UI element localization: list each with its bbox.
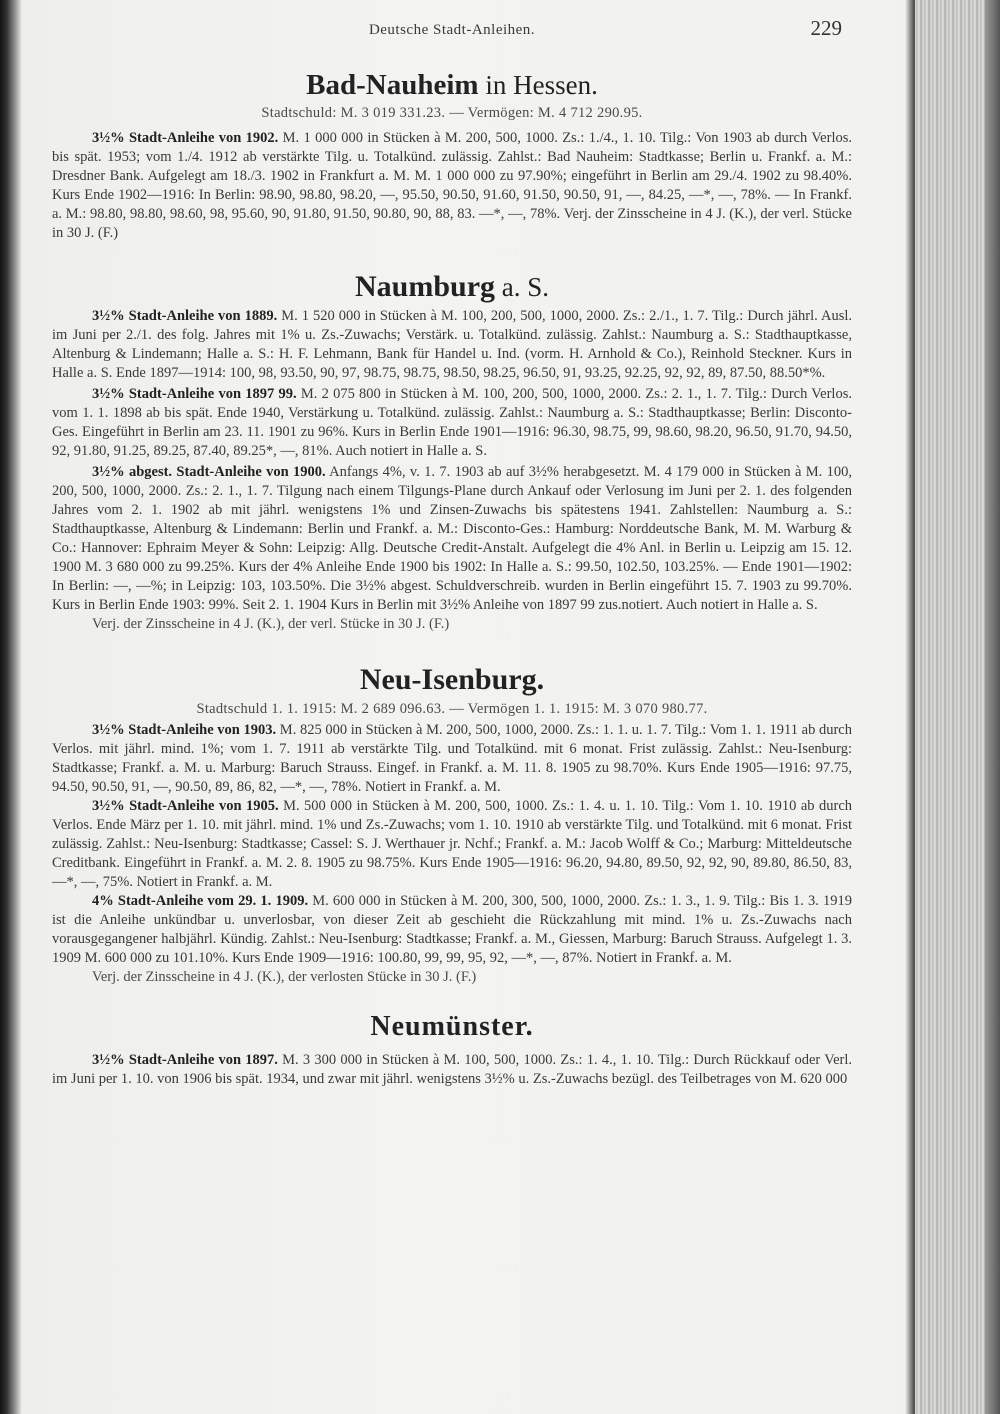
loan-entry bbox=[52, 797, 852, 892]
debt-summary: Stadtschuld 1. 1. 1915: M. 2 689 096.63. — Vermögen 1. 1. 1915: M. 3 070 980.77. bbox=[196, 701, 708, 717]
loan-entry bbox=[52, 385, 852, 461]
loan-entry bbox=[52, 463, 852, 615]
section-neumuenster bbox=[52, 1009, 852, 1089]
loan-entry bbox=[52, 307, 852, 383]
loan-text: M. 500 000 in Stücken à M. 200, 500, 1000. Zs.: 1. 4. u. 1. 10. Tilg.: Vom 1. 10. 1910 ab durch Verlos. Ende März per 1. 10. mit jährl. mind. 1% und Zs.-Zuwachs; vom 1. 10. 1910 ab verstärkte Tilg. und Totalkünd. mit 6 monat. Frist zulässig. Zahlst.: Neu-Isenburg: Stadtkasse; Cassel: S. J. Werthauer jr. Nchf.; Frankf. a. M.: Jacob Wolff & Co.; Marburg: Mitteldeutsche Creditbank. Eingeführt in Frankf. a. M. 2. 8. 1905 zu 98.75%. Kurs Ende 1905—1916: 96.20, 94.80, 89.50, 92, 92, 90, 89.80, 86.50, 83, —*, —, 75%. Notiert in Frankf. a. M. bbox=[52, 798, 852, 890]
section-title-main: Naumburg bbox=[354, 270, 496, 303]
prescription-note: Verj. der Zinsscheine in 4 J. (K.), der verl. Stücke in 30 J. (F.) bbox=[92, 616, 450, 632]
loan-heading: 3½% Stadt-Anleihe von 1903. bbox=[92, 722, 277, 738]
loan-text: M. 600 000 in Stücken à M. 200, 300, 500, 1000, 2000. Zs.: 1. 3., 1. 9. Tilg.: Bis 1. 3. 1919 ist die Anleihe unkündbar u. unverlosbar, von dieser Zeit ab geschieht die Rückzahlung mit mind. 1% u. Zs.-Zuwachs nach vorausgegangener halbjährl. Kündig. Zahlst.: Neu-Isenburg: Stadtkasse; Frankf. a. M., Giessen, Marburg: Baruch Strauss. Aufgelegt 1. 3. 1909 M. 600 000 zu 101.10%. Kurs Ende 1909—1916: 100.80, 99, 99, 95, 92, —*, —, 87%. Notiert in Frankf. a. M. bbox=[52, 893, 852, 966]
loan-heading: 3½% Stadt-Anleihe von 1889. bbox=[92, 308, 278, 324]
running-header bbox=[52, 14, 852, 50]
page-content bbox=[52, 14, 852, 1089]
section-title-main: Neu-Isenburg. bbox=[359, 663, 545, 696]
loan-text: Anfangs 4%, v. 1. 7. 1903 ab auf 3½% herabgesetzt. M. 4 179 000 in Stücken à M. 100, 200, 500, 1000, 2000. Zs.: 2. 1., 1. 7. Tilgung nach einem Tilgungs-Plane durch Ankauf oder Verlosung im Juni per 2. 1. des folgenden Jahres vom 2. 1. 1902 ab mit jährl. wenigstens 1% und Zinsen-Zuwachs bis spätestens 1941. Zahlstellen: Naumburg a. S.: Stadthauptkasse, Altenburg & Lindemann: Berlin und Frankf. a. M.: Disconto-Ges.: Hamburg: Norddeutsche Bank, M. M. Warburg & Co.: Hannover: Ephraim Meyer & Sohn: Leipzig: Allg. Deutsche Credit-Anstalt. Aufgelegt die 4% Anl. in Berlin u. Leipzig am 15. 12. 1900 M. 3 680 000 zu 99.25%. Kurs der 4% Anleihe Ende 1900 bis 1902: In Halle a. S.: 99.50, 102.50, 103.25%. — Ende 1901—1902: In Berlin: —, —%; in Leipzig: 103, 103.50%. Die 3½% abgest. Schuldverschreib. wurden in Berlin eingeführt 15. 7. 1903 zu 99.70%. Kurs in Berlin Ende 1903: 99%. Seit 2. 1. 1904 Kurs in Berlin mit 3½% Anleihe von 1897 99 zus.notiert. Auch notiert in Halle a. S. bbox=[52, 464, 852, 613]
loan-text: M. 2 075 800 in Stücken à M. 100, 200, 500, 1000, 2000. Zs.: 2. 1., 1. 7. Tilg.: Durch Verlos. vom 1. 1. 1898 ab bis spät. Ende 1940, Verstärkung u. Totalkünd. zulässig. Zahlst.: Naumburg a. S.: Stadthauptkasse; Berlin: Disconto-Ges. Eingeführt in Berlin am 23. 11. 1901 zu 96%. Kurs in Berlin Ende 1901—1916: 96.30, 98.75, 99, 98.60, 98.20, 96.50, 91.70, 94.50, 92, 91.80, 91.25, 89.25, 87.40, 89.25*, —, 81%. Auch notiert in Halle a. S. bbox=[52, 386, 852, 459]
section-title-suffix: a. S. bbox=[495, 272, 550, 302]
loan-heading: 3½% Stadt-Anleihe von 1902. bbox=[92, 130, 279, 146]
page-number: 229 bbox=[810, 16, 842, 40]
loan-text: M. 1 000 000 in Stücken à M. 200, 500, 1000. Zs.: 1./4., 1. 10. Tilg.: Von 1903 ab durch Verlos. bis spät. 1953; vom 1./4. 1912 ab verstärkte Tilg. u. Totalkünd. zulässig. Zahlst.: Bad Nauheim: Stadtkasse; Berlin u. Frankf. a. M.: Dresdner Bank. Aufgelegt am 18./3. 1902 in Frankfurt a. M. M. 1 000 000 zu 97.90%; eingeführt in Berlin am 29./4. 1902 zu 98.40%. Kurs Ende 1902—1916: In Berlin: 98.90, 98.80, 98.20, —, 95.50, 90.50, 91.60, 91.50, 90.50, 91, —, 84.25, —*, —, 78%. — In Frankf. a. M.: 98.80, 98.80, 98.60, 98, 95.60, 90, 91.80, 91.50, 90.80, 90, 88, 83. —*, —, 78%. Verj. der Zinsscheine in 4 J. (K.), der verl. Stücke in 30 J. (F.) bbox=[52, 130, 852, 241]
loan-heading: 4% Stadt-Anleihe vom 29. 1. 1909. bbox=[92, 893, 309, 909]
section-title-suffix: in Hessen. bbox=[478, 70, 598, 100]
loan-entry bbox=[52, 892, 852, 968]
loan-text: M. 825 000 in Stücken à M. 200, 500, 1000, 2000. Zs.: 1. 1. u. 1. 7. Tilg.: Vom 1. 1. 1911 ab durch Verlos. mit jährl. mind. 1%; vom 1. 7. 1911 ab verstärkte Tilg. und Totalkünd. mit 6 monat. Frist zulässig. Zahlst.: Neu-Isenburg: Stadtkasse; Frankf. a. M. u. Marburg: Baruch Strauss. Eingef. in Frankf. a. M. 11. 8. 1905 zu 98.70%. Kurs Ende 1905—1916: 97.75, 94.50, 90.50, 91, —, 90.50, 89, 86, 82, —*, —, 78%. Notiert in Frankf. a. M. bbox=[52, 722, 852, 795]
section-bad-nauheim bbox=[52, 68, 852, 243]
loan-entry bbox=[52, 1051, 852, 1089]
loan-text: M. 1 520 000 in Stücken à M. 100, 200, 500, 1000, 2000. Zs.: 2./1., 1. 7. Tilg.: Durch jährl. Ausl. im Juni per 2./1. des folg. Jahres mit 1% u. Zs.-Zuwachs; Verstärk. u. Totalkünd. zulässig. Zahlst.: Naumburg a. S.: Stadthauptkasse, Altenburg & Lindemann; Halle a. S.: H. F. Lehmann, Bank für Handel u. Ind. (vorm. H. Arnhold & Co.), Reinhold Steckner. Kurs in Halle a. S. Ende 1897—1914: 100, 98, 93.50, 90, 97, 98.75, 98.75, 98.50, 98.25, 96.50, 91, 93.25, 92.25, 92, 92, 89, 87.50, 88.50*%. bbox=[52, 308, 852, 381]
running-title: Deutsche Stadt-Anleihen. bbox=[368, 22, 536, 38]
loan-text: M. 3 300 000 in Stücken à M. 100, 500, 1000. Zs.: 1. 4., 1. 10. Tilg.: Durch Rückkauf oder Verl. im Juni per 1. 10. von 1906 bis spät. 1934, und zwar mit jährl. wenigstens 3½% u. Zs.-Zuwachs bezügl. des Teilbetrages von M. 620 000 bbox=[52, 1052, 852, 1087]
section-title-main: Bad-Nauheim bbox=[306, 69, 479, 101]
section-title bbox=[52, 269, 852, 305]
loan-heading: 3½% Stadt-Anleihe von 1897 99. bbox=[92, 386, 297, 402]
loan-heading: 3½% Stadt-Anleihe von 1905. bbox=[92, 798, 279, 814]
section-title bbox=[52, 662, 852, 698]
section-naumburg bbox=[52, 269, 852, 634]
section-neu-isenburg bbox=[52, 662, 852, 987]
loan-entry bbox=[52, 721, 852, 797]
debt-summary: Stadtschuld: M. 3 019 331.23. — Vermögen: M. 4 712 290.95. bbox=[261, 105, 643, 121]
loan-heading: 3½% abgest. Stadt-Anleihe von 1900. bbox=[92, 464, 326, 480]
section-title bbox=[52, 1009, 852, 1045]
loan-entry bbox=[52, 129, 852, 243]
section-title-main: Neumünster. bbox=[370, 1011, 534, 1042]
section-title bbox=[52, 68, 852, 102]
binding-shadow bbox=[0, 0, 22, 1414]
loan-heading: 3½% Stadt-Anleihe von 1897. bbox=[92, 1052, 278, 1068]
prescription-note: Verj. der Zinsscheine in 4 J. (K.), der verlosten Stücke in 30 J. (F.) bbox=[92, 969, 477, 985]
page-stack-outer-edge bbox=[985, 0, 1000, 1414]
